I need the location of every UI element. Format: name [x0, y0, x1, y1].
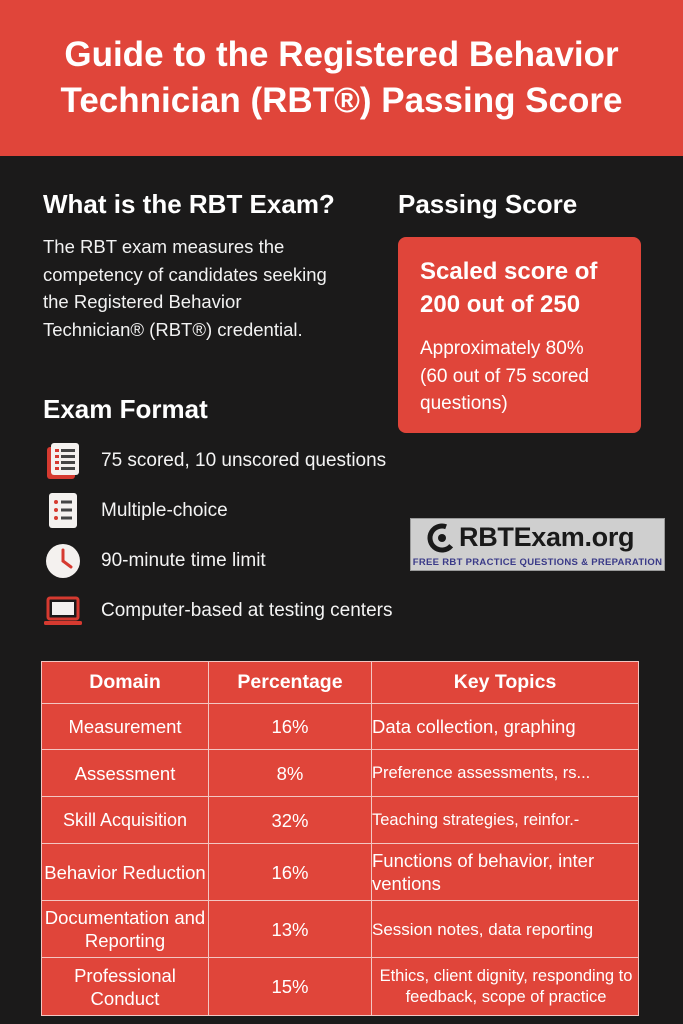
page-title-line-2: Technician (RBT®) Passing Score — [60, 81, 623, 120]
what-is-line: the Registered Behavior — [43, 291, 242, 312]
page-title-line-1: Guide to the Registered Behavior — [64, 35, 619, 74]
table-row — [42, 958, 639, 1016]
what-is-line: competency of candidates seeking — [43, 263, 327, 285]
approximate-score-line: (60 out of 75 scored — [420, 365, 589, 387]
domain-cell: Behavior Reduction — [42, 844, 209, 901]
table-row — [42, 844, 639, 901]
logo-tagline: FREE RBT PRACTICE QUESTIONS & PREPARATION — [412, 557, 663, 568]
format-item-text: Multiple-choice — [101, 500, 228, 521]
percentage-cell: 8% — [209, 750, 372, 797]
column-header-key-topics: Key Topics — [372, 662, 639, 704]
column-header-percentage: Percentage — [209, 662, 372, 704]
logo-name: RBTExam.org — [459, 522, 635, 552]
domain-cell: Measurement — [42, 704, 209, 750]
header-banner — [0, 0, 683, 156]
topics-cell: Functions of behavior, inter ventions — [372, 844, 639, 901]
topics-cell: Preference assessments, rs... — [372, 750, 639, 797]
domain-cell: Assessment — [42, 750, 209, 797]
format-item-text: 90-minute time limit — [101, 550, 266, 571]
topics-cell: Session notes, data reporting — [372, 901, 639, 958]
approximate-score-line: Approximately 80% — [420, 338, 584, 359]
rbtexam-logo — [410, 518, 665, 571]
checklist-icon — [44, 492, 82, 530]
table-row — [42, 797, 639, 844]
percentage-cell: 32% — [209, 797, 372, 844]
domain-cell: Skill Acquisition — [42, 797, 209, 844]
clock-icon — [44, 542, 82, 580]
table-row — [42, 704, 639, 750]
column-header-domain: Domain — [42, 662, 209, 704]
topics-cell: Teaching strategies, reinfor.- — [372, 797, 639, 844]
scaled-score-line: 200 out of 250 — [420, 291, 581, 318]
percentage-cell: 15% — [209, 958, 372, 1016]
scaled-score — [420, 255, 621, 321]
table-row — [42, 750, 639, 797]
approximate-score — [420, 335, 621, 418]
percentage-cell: 16% — [209, 844, 372, 901]
domain-cell: Professional Conduct — [42, 958, 209, 1016]
format-item — [44, 492, 228, 530]
what-is-line: The RBT exam measures the — [43, 236, 285, 257]
topics-cell: Ethics, client dignity, responding to feedback, scope of practice — [372, 958, 639, 1016]
percentage-cell: 16% — [209, 704, 372, 750]
table-header-row — [42, 662, 639, 704]
scaled-score-line: Scaled score of — [420, 258, 598, 285]
what-is-title: What is the RBT Exam? — [43, 189, 335, 219]
laptop-icon — [44, 592, 82, 630]
format-item — [44, 542, 266, 580]
format-item — [44, 442, 387, 480]
percentage-cell: 13% — [209, 901, 372, 958]
document-icon — [44, 442, 82, 480]
format-item — [44, 592, 393, 630]
approximate-score-line: questions) — [420, 393, 508, 414]
logo-mark-icon — [427, 523, 457, 558]
domain-cell: Documentation and Reporting — [42, 901, 209, 958]
table-row — [42, 901, 639, 958]
exam-format-title: Exam Format — [43, 394, 208, 424]
format-item-text: 75 scored, 10 unscored questions — [101, 450, 387, 471]
topics-cell: Data collection, graphing — [372, 704, 639, 750]
format-item-text: Computer-based at testing centers — [101, 600, 393, 621]
domain-table — [41, 661, 639, 1016]
passing-score-card — [398, 237, 641, 433]
what-is-description — [43, 233, 327, 343]
passing-score-title: Passing Score — [398, 189, 578, 219]
what-is-line: Technician® (RBT®) credential. — [43, 318, 303, 340]
